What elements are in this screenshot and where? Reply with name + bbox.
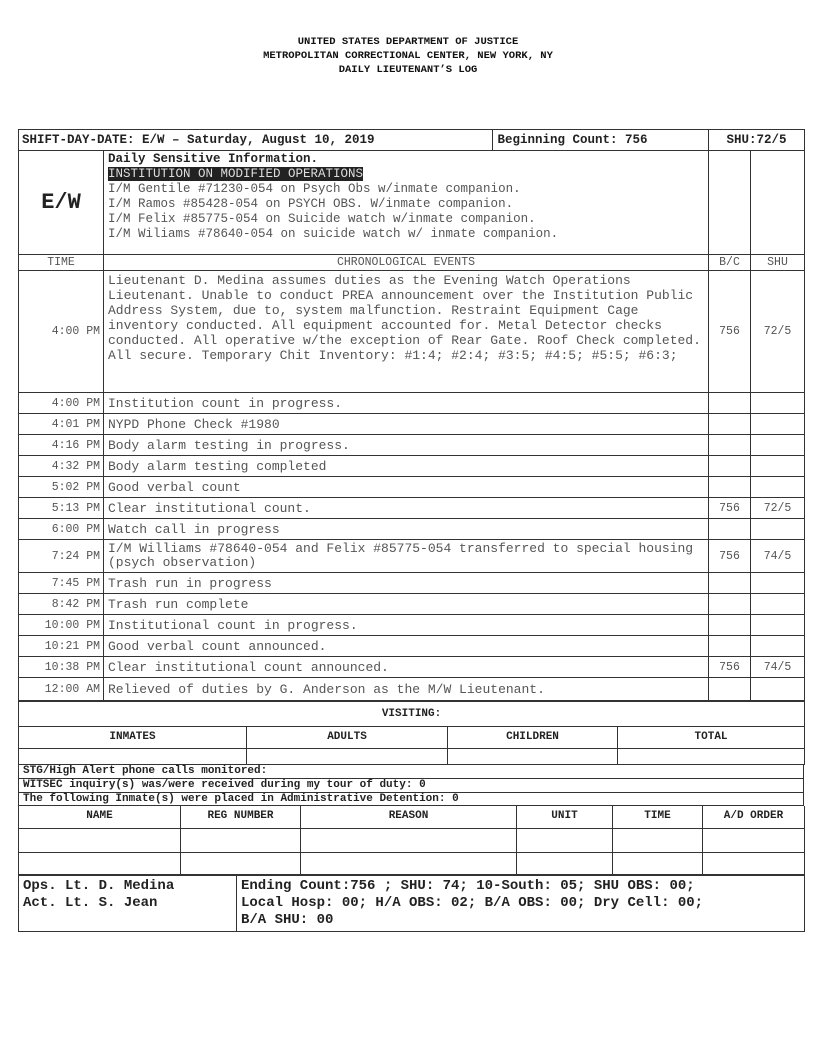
event-bc	[709, 519, 751, 540]
ops-lieutenant: Ops. Lt. D. Medina	[23, 877, 175, 894]
event-text: Watch call in progress	[104, 519, 709, 540]
event-text: Trash run in progress	[104, 573, 709, 594]
event-time: 5:02 PM	[19, 477, 104, 498]
event-text: Clear institutional count announced.	[104, 657, 709, 678]
header-department: UNITED STATES DEPARTMENT OF JUSTICE	[297, 36, 519, 48]
detention-name-header: NAME	[19, 806, 181, 828]
event-bc	[709, 393, 751, 414]
event-bc	[709, 615, 751, 636]
event-shu	[751, 435, 805, 456]
event-text: Lieutenant D. Medina assumes duties as the Evening Watch Operations Lieutenant. Unable to conduct PREA announcement over the Institution Public Address System, due to, system malfunction. Restraint Equipment Cage inventory conducted. All equipment accounted for. Metal Detector checks conducted. All operative w/the exception of Rear Gate. Roof Check completed. All secure. Temporary Chit Inventory: #1:4; #2:4; #3:5; #4:5; #5:5; #6:3;	[104, 271, 709, 393]
event-shu	[751, 594, 805, 615]
event-bc: 756	[709, 498, 751, 519]
ending-count-line: Ending Count:756 ; SHU: 74; 10-South: 05; SHU OBS: 00;	[241, 877, 695, 894]
modified-operations-notice: INSTITUTION ON MODIFIED OPERATIONS	[108, 167, 364, 181]
event-shu	[751, 456, 805, 477]
event-time: 10:38 PM	[19, 657, 104, 678]
lieutenant-log-table	[18, 129, 805, 701]
stg-note: STG/High Alert phone calls monitored:	[18, 765, 804, 779]
event-time: 4:16 PM	[19, 435, 104, 456]
event-bc: 756	[709, 271, 751, 393]
event-shu: 74/5	[751, 540, 805, 573]
event-bc	[709, 414, 751, 435]
event-shu	[751, 573, 805, 594]
event-text: Body alarm testing completed	[104, 456, 709, 477]
event-shu	[751, 636, 805, 657]
sensitive-line: I/M Wiliams #78640-054 on suicide watch w/ inmate companion.	[108, 227, 559, 241]
event-time: 8:42 PM	[19, 594, 104, 615]
detention-reason-header: REASON	[301, 806, 517, 828]
visiting-table	[18, 701, 805, 765]
detention-order-header: A/D ORDER	[703, 806, 805, 828]
event-bc	[709, 678, 751, 701]
event-bc	[709, 573, 751, 594]
col-time-header: TIME	[19, 255, 104, 271]
event-shu: 72/5	[751, 271, 805, 393]
sensitive-line: I/M Felix #85775-054 on Suicide watch w/inmate companion.	[108, 212, 536, 226]
visiting-children: CHILDREN	[448, 727, 618, 749]
event-text: Good verbal count announced.	[104, 636, 709, 657]
event-shu	[751, 519, 805, 540]
event-bc: 756	[709, 657, 751, 678]
detention-table	[18, 806, 805, 875]
detention-reg-header: REG NUMBER	[181, 806, 301, 828]
event-time: 12:00 AM	[19, 678, 104, 701]
sensitive-line: I/M Ramos #85428-054 on PSYCH OBS. W/inmate companion.	[108, 197, 514, 211]
event-time: 10:00 PM	[19, 615, 104, 636]
col-bc-header: B/C	[709, 255, 751, 271]
col-events-header: CHRONOLOGICAL EVENTS	[104, 255, 709, 271]
visiting-adults: ADULTS	[247, 727, 448, 749]
sensitive-title: Daily Sensitive Information.	[108, 152, 319, 166]
event-bc	[709, 636, 751, 657]
event-shu	[751, 393, 805, 414]
shift-day-date	[19, 130, 709, 151]
event-bc	[709, 594, 751, 615]
event-text: NYPD Phone Check #1980	[104, 414, 709, 435]
event-text: Institution count in progress.	[104, 393, 709, 414]
event-shu	[751, 477, 805, 498]
sensitive-info	[104, 151, 709, 255]
event-text: I/M Williams #78640-054 and Felix #85775-054 transferred to special housing (psych observation)	[104, 540, 709, 573]
watch-code: E/W	[19, 151, 104, 255]
detention-time-header: TIME	[613, 806, 703, 828]
event-bc	[709, 456, 751, 477]
event-shu	[751, 414, 805, 435]
event-text: Body alarm testing in progress.	[104, 435, 709, 456]
event-shu: 74/5	[751, 657, 805, 678]
witsec-note: WITSEC inquiry(s) was/were received during my tour of duty: 0	[18, 779, 804, 793]
event-time: 10:21 PM	[19, 636, 104, 657]
signoff-table	[18, 875, 805, 932]
event-time: 4:00 PM	[19, 393, 104, 414]
beginning-count: Beginning Count: 756	[497, 132, 648, 147]
event-bc	[709, 477, 751, 498]
event-time: 7:45 PM	[19, 573, 104, 594]
sensitive-line: I/M Gentile #71230-054 on Psych Obs w/inmate companion.	[108, 182, 521, 196]
event-text: Institutional count in progress.	[104, 615, 709, 636]
event-bc: 756	[709, 540, 751, 573]
event-time: 4:32 PM	[19, 456, 104, 477]
shift-date-label: SHIFT-DAY-DATE: E/W – Saturday, August 10, 2019	[22, 132, 375, 147]
acting-lieutenant: Act. Lt. S. Jean	[23, 894, 158, 911]
event-shu	[751, 678, 805, 701]
visiting-inmates: INMATES	[19, 727, 247, 749]
event-shu: 72/5	[751, 498, 805, 519]
event-time: 6:00 PM	[19, 519, 104, 540]
event-time: 4:00 PM	[19, 271, 104, 393]
event-text: Relieved of duties by G. Anderson as the M/W Lieutenant.	[104, 678, 709, 701]
admin-detention-note: The following Inmate(s) were placed in Administrative Detention: 0	[18, 793, 804, 806]
visiting-title: VISITING:	[19, 702, 805, 727]
event-bc	[709, 435, 751, 456]
document-header	[0, 35, 816, 77]
lieutenants	[19, 875, 237, 931]
ending-count-summary	[237, 875, 805, 931]
lower-sections	[18, 701, 804, 932]
header-log-title: DAILY LIEUTENANT’S LOG	[338, 64, 478, 76]
header-facility: METROPOLITAN CORRECTIONAL CENTER, NEW YORK, NY	[263, 50, 553, 62]
event-text: Trash run complete	[104, 594, 709, 615]
event-text: Clear institutional count.	[104, 498, 709, 519]
event-time: 4:01 PM	[19, 414, 104, 435]
visiting-total: TOTAL	[618, 727, 805, 749]
detention-unit-header: UNIT	[517, 806, 613, 828]
ending-count-line: Local Hosp: 00; H/A OBS: 02; B/A OBS: 00; Dry Cell: 00;	[241, 894, 704, 911]
event-text: Good verbal count	[104, 477, 709, 498]
event-time: 7:24 PM	[19, 540, 104, 573]
event-time: 5:13 PM	[19, 498, 104, 519]
ending-count-line: B/A SHU: 00	[241, 911, 334, 928]
event-shu	[751, 615, 805, 636]
shu-header-count: SHU:72/5	[709, 130, 805, 151]
col-shu-header: SHU	[751, 255, 805, 271]
